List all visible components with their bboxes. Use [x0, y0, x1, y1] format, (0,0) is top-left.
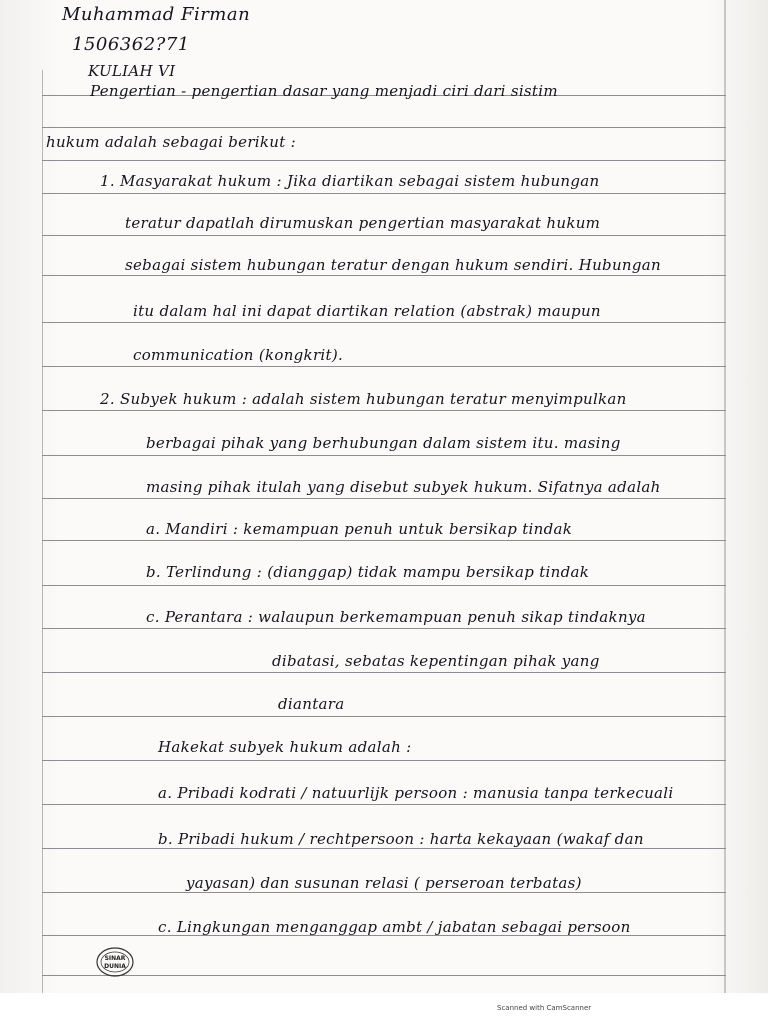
- ruled-line: [42, 366, 726, 367]
- text-line: dibatasi, sebatas kepentingan pihak yang: [272, 652, 600, 670]
- ruled-line: [42, 275, 726, 276]
- text-line: teratur dapatlah dirumuskan pengertian masyarakat hukum: [125, 214, 601, 232]
- text-line: a. Mandiri : kemampuan penuh untuk bersikap tindak: [146, 520, 573, 538]
- logo-text-bottom: DUNIA: [104, 963, 126, 970]
- ruled-line: [42, 672, 726, 673]
- notebook-brand-logo: [95, 946, 135, 978]
- student-id: 1506362?71: [72, 34, 190, 55]
- ruled-line: [42, 235, 726, 236]
- ruled-line: [42, 540, 726, 541]
- text-line: berbagai pihak yang berhubungan dalam sistem itu. masing: [146, 434, 621, 452]
- ruled-line: [42, 410, 726, 411]
- text-line: b. Pribadi hukum / rechtpersoon : harta kekayaan (wakaf dan: [158, 830, 644, 848]
- text-line: 1. Masyarakat hukum : Jika diartikan sebagai sistem hubungan: [100, 172, 600, 190]
- ruled-line: [42, 455, 726, 456]
- text-line: Hakekat subyek hukum adalah :: [158, 738, 412, 756]
- text-line: masing pihak itulah yang disebut subyek hukum. Sifatnya adalah: [146, 478, 661, 496]
- ruled-line: [42, 848, 726, 849]
- ruled-line: [42, 498, 726, 499]
- session-heading: KULIAH VI: [88, 62, 176, 80]
- logo-text-top: SINAR: [104, 955, 126, 962]
- student-name: Muhammad Firman: [62, 4, 251, 25]
- page-edge: [724, 0, 726, 1000]
- ruled-line: [42, 804, 726, 805]
- text-line: Pengertian - pengertian dasar yang menjadi ciri dari sistim: [90, 82, 558, 100]
- text-line: sebagai sistem hubungan teratur dengan hukum sendiri. Hubungan: [125, 256, 661, 274]
- ruled-line: [42, 716, 726, 717]
- ruled-line: [42, 760, 726, 761]
- text-line: b. Terlindung : (dianggap) tidak mampu bersikap tindak: [146, 563, 590, 581]
- margin-line: [42, 70, 43, 995]
- ruled-line: [42, 127, 726, 128]
- ruled-line: [42, 892, 726, 893]
- ruled-line: [42, 628, 726, 629]
- ruled-line: [42, 322, 726, 323]
- scan-margin: [0, 993, 768, 1024]
- text-line: communication (kongkrit).: [133, 346, 344, 364]
- text-line: a. Pribadi kodrati / natuurlijk persoon : manusia tanpa terkecuali: [158, 784, 674, 802]
- ruled-line: [42, 975, 726, 976]
- text-line: itu dalam hal ini dapat diartikan relation (abstrak) maupun: [133, 302, 601, 320]
- text-line: c. Perantara : walaupun berkemampuan penuh sikap tindaknya: [146, 608, 646, 626]
- ruled-line: [42, 160, 726, 161]
- text-line: c. Lingkungan menganggap ambt / jabatan sebagai persoon: [158, 918, 631, 936]
- ruled-line: [42, 585, 726, 586]
- scanner-watermark: Scanned with CamScanner: [497, 1004, 592, 1012]
- text-line: hukum adalah sebagai berikut :: [46, 133, 296, 151]
- text-line: 2. Subyek hukum : adalah sistem hubungan teratur menyimpulkan: [100, 390, 627, 408]
- text-line: diantara: [278, 695, 345, 713]
- ruled-line: [42, 193, 726, 194]
- text-line: yayasan) dan susunan relasi ( perseroan terbatas): [186, 874, 582, 892]
